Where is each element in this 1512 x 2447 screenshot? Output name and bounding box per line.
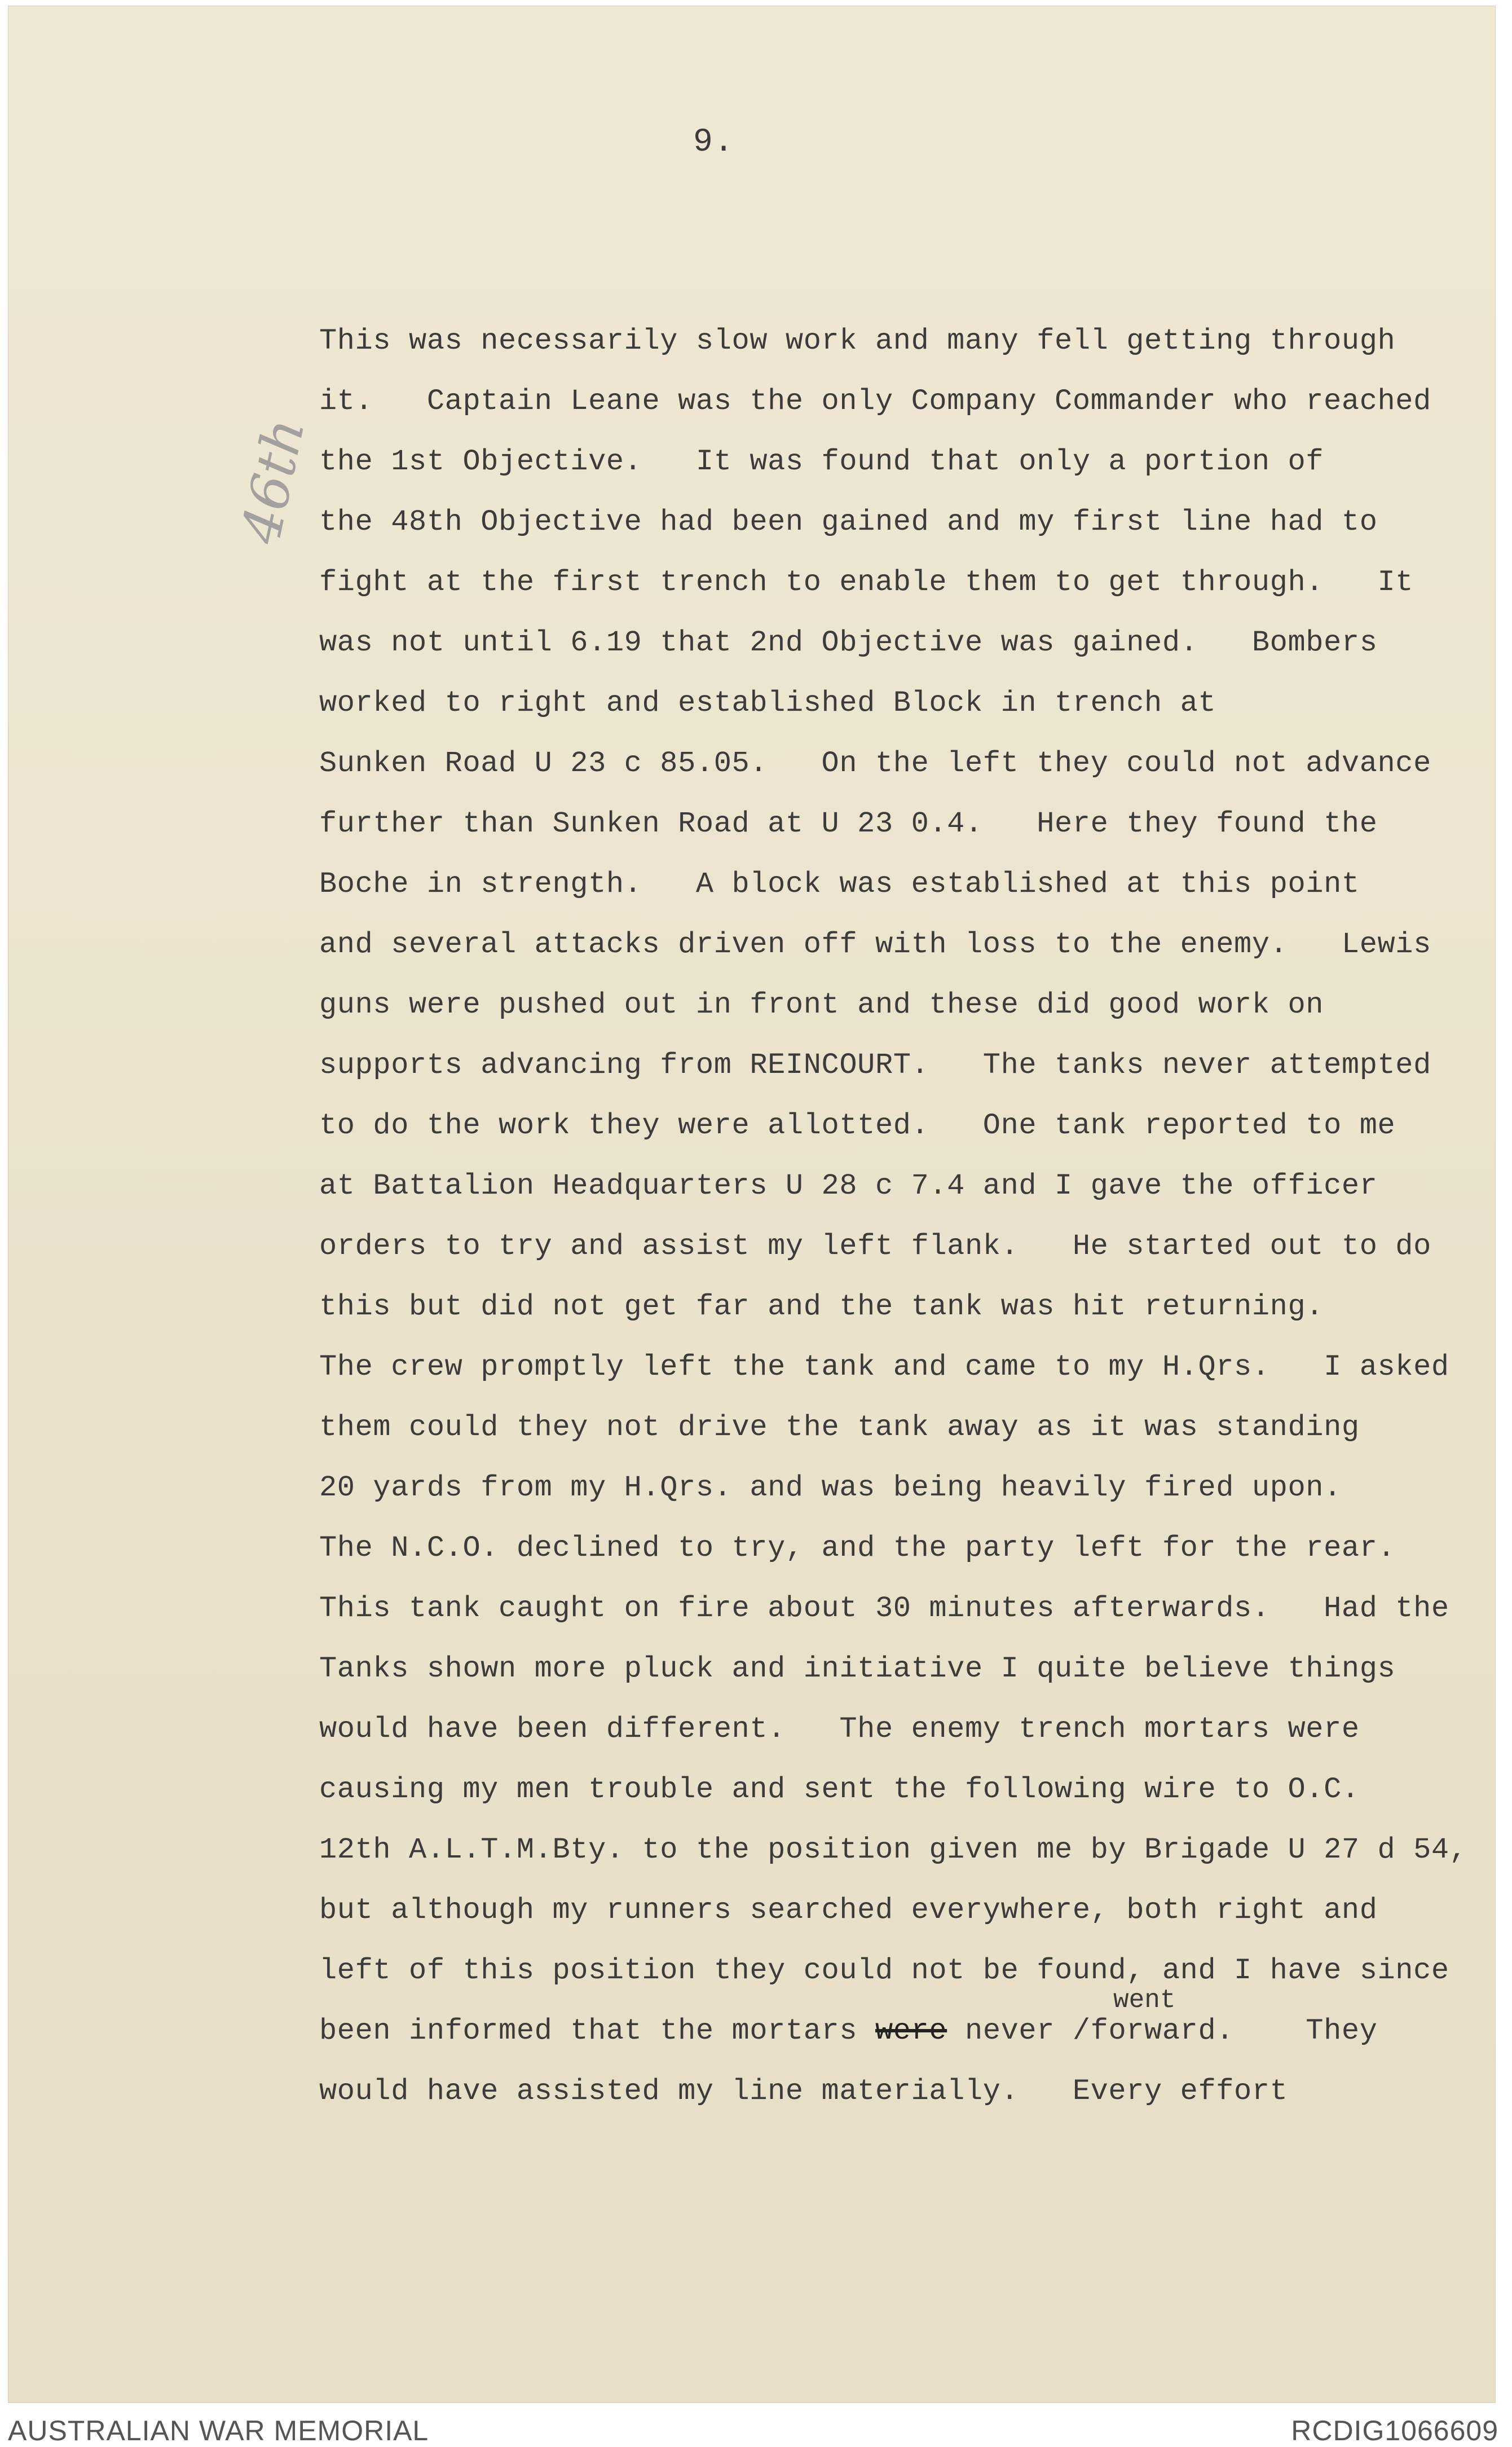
text-line: it. Captain Leane was the only Company Commander who reached — [319, 385, 1431, 418]
text-line: but although my runners searched everywhere, both right and — [319, 1894, 1378, 1927]
text-line: Boche in strength. A block was established at this point — [319, 868, 1360, 901]
text-line: The crew promptly left the tank and came to my H.Qrs. I asked — [319, 1350, 1449, 1384]
archive-credit: AUSTRALIAN WAR MEMORIAL — [8, 2415, 429, 2446]
text-line: guns were pushed out in front and these did good work on — [319, 988, 1324, 1022]
struck-out-word: were — [875, 2014, 947, 2048]
archive-reference-id: RCDIG1066609 — [1291, 2415, 1498, 2446]
text-fragment: been informed that the mortars — [319, 2014, 875, 2048]
text-line: This was necessarily slow work and many fell getting through — [319, 324, 1396, 358]
text-line: would have assisted my line materially. Every effort — [319, 2075, 1288, 2108]
text-line: Sunken Road U 23 c 85.05. On the left they could not advance — [319, 747, 1431, 780]
handwritten-insertion: went — [1113, 1986, 1176, 2015]
text-line: to do the work they were allotted. One tank reported to me — [319, 1109, 1396, 1142]
text-line: supports advancing from REINCOURT. The tanks never attempted — [319, 1049, 1431, 1082]
text-line: the 1st Objective. It was found that only a portion of — [319, 445, 1324, 478]
page-number: 9. — [693, 124, 735, 161]
text-line: fight at the first trench to enable them to get through. It — [319, 566, 1414, 599]
text-line: further than Sunken Road at U 23 0.4. Here they found the — [319, 807, 1378, 840]
text-line: at Battalion Headquarters U 28 c 7.4 and I gave the officer — [319, 1169, 1378, 1203]
text-line: them could they not drive the tank away as it was standing — [319, 1411, 1360, 1444]
text-line: 12th A.L.T.M.Bty. to the position given me by Brigade U 27 d 54, — [319, 1833, 1467, 1867]
typed-document-page — [8, 6, 1496, 2403]
text-line: and several attacks driven off with loss to the enemy. Lewis — [319, 928, 1431, 961]
handwritten-margin-note: 46th — [229, 413, 317, 549]
text-line: left of this position they could not be found, and I have since — [319, 1954, 1449, 1987]
text-fragment: never /forward. They — [947, 2014, 1378, 2048]
text-line: the 48th Objective had been gained and my first line had to — [319, 505, 1378, 539]
text-line: This tank caught on fire about 30 minutes afterwards. Had the — [319, 1592, 1449, 1625]
text-line: The N.C.O. declined to try, and the party left for the rear. — [319, 1531, 1396, 1565]
text-line: would have been different. The enemy trench mortars were — [319, 1713, 1360, 1746]
archive-footer — [0, 2404, 1512, 2447]
text-line: causing my men trouble and sent the following wire to O.C. — [319, 1773, 1360, 1806]
text-line: was not until 6.19 that 2nd Objective was gained. Bombers — [319, 626, 1378, 659]
text-line: 20 yards from my H.Qrs. and was being heavily fired upon. — [319, 1471, 1342, 1504]
text-line-with-correction — [319, 2014, 1378, 2048]
text-line: worked to right and established Block in trench at — [319, 686, 1216, 720]
text-line: orders to try and assist my left flank. He started out to do — [319, 1230, 1431, 1263]
text-line: Tanks shown more pluck and initiative I quite believe things — [319, 1652, 1396, 1685]
text-line: this but did not get far and the tank was hit returning. — [319, 1290, 1324, 1323]
